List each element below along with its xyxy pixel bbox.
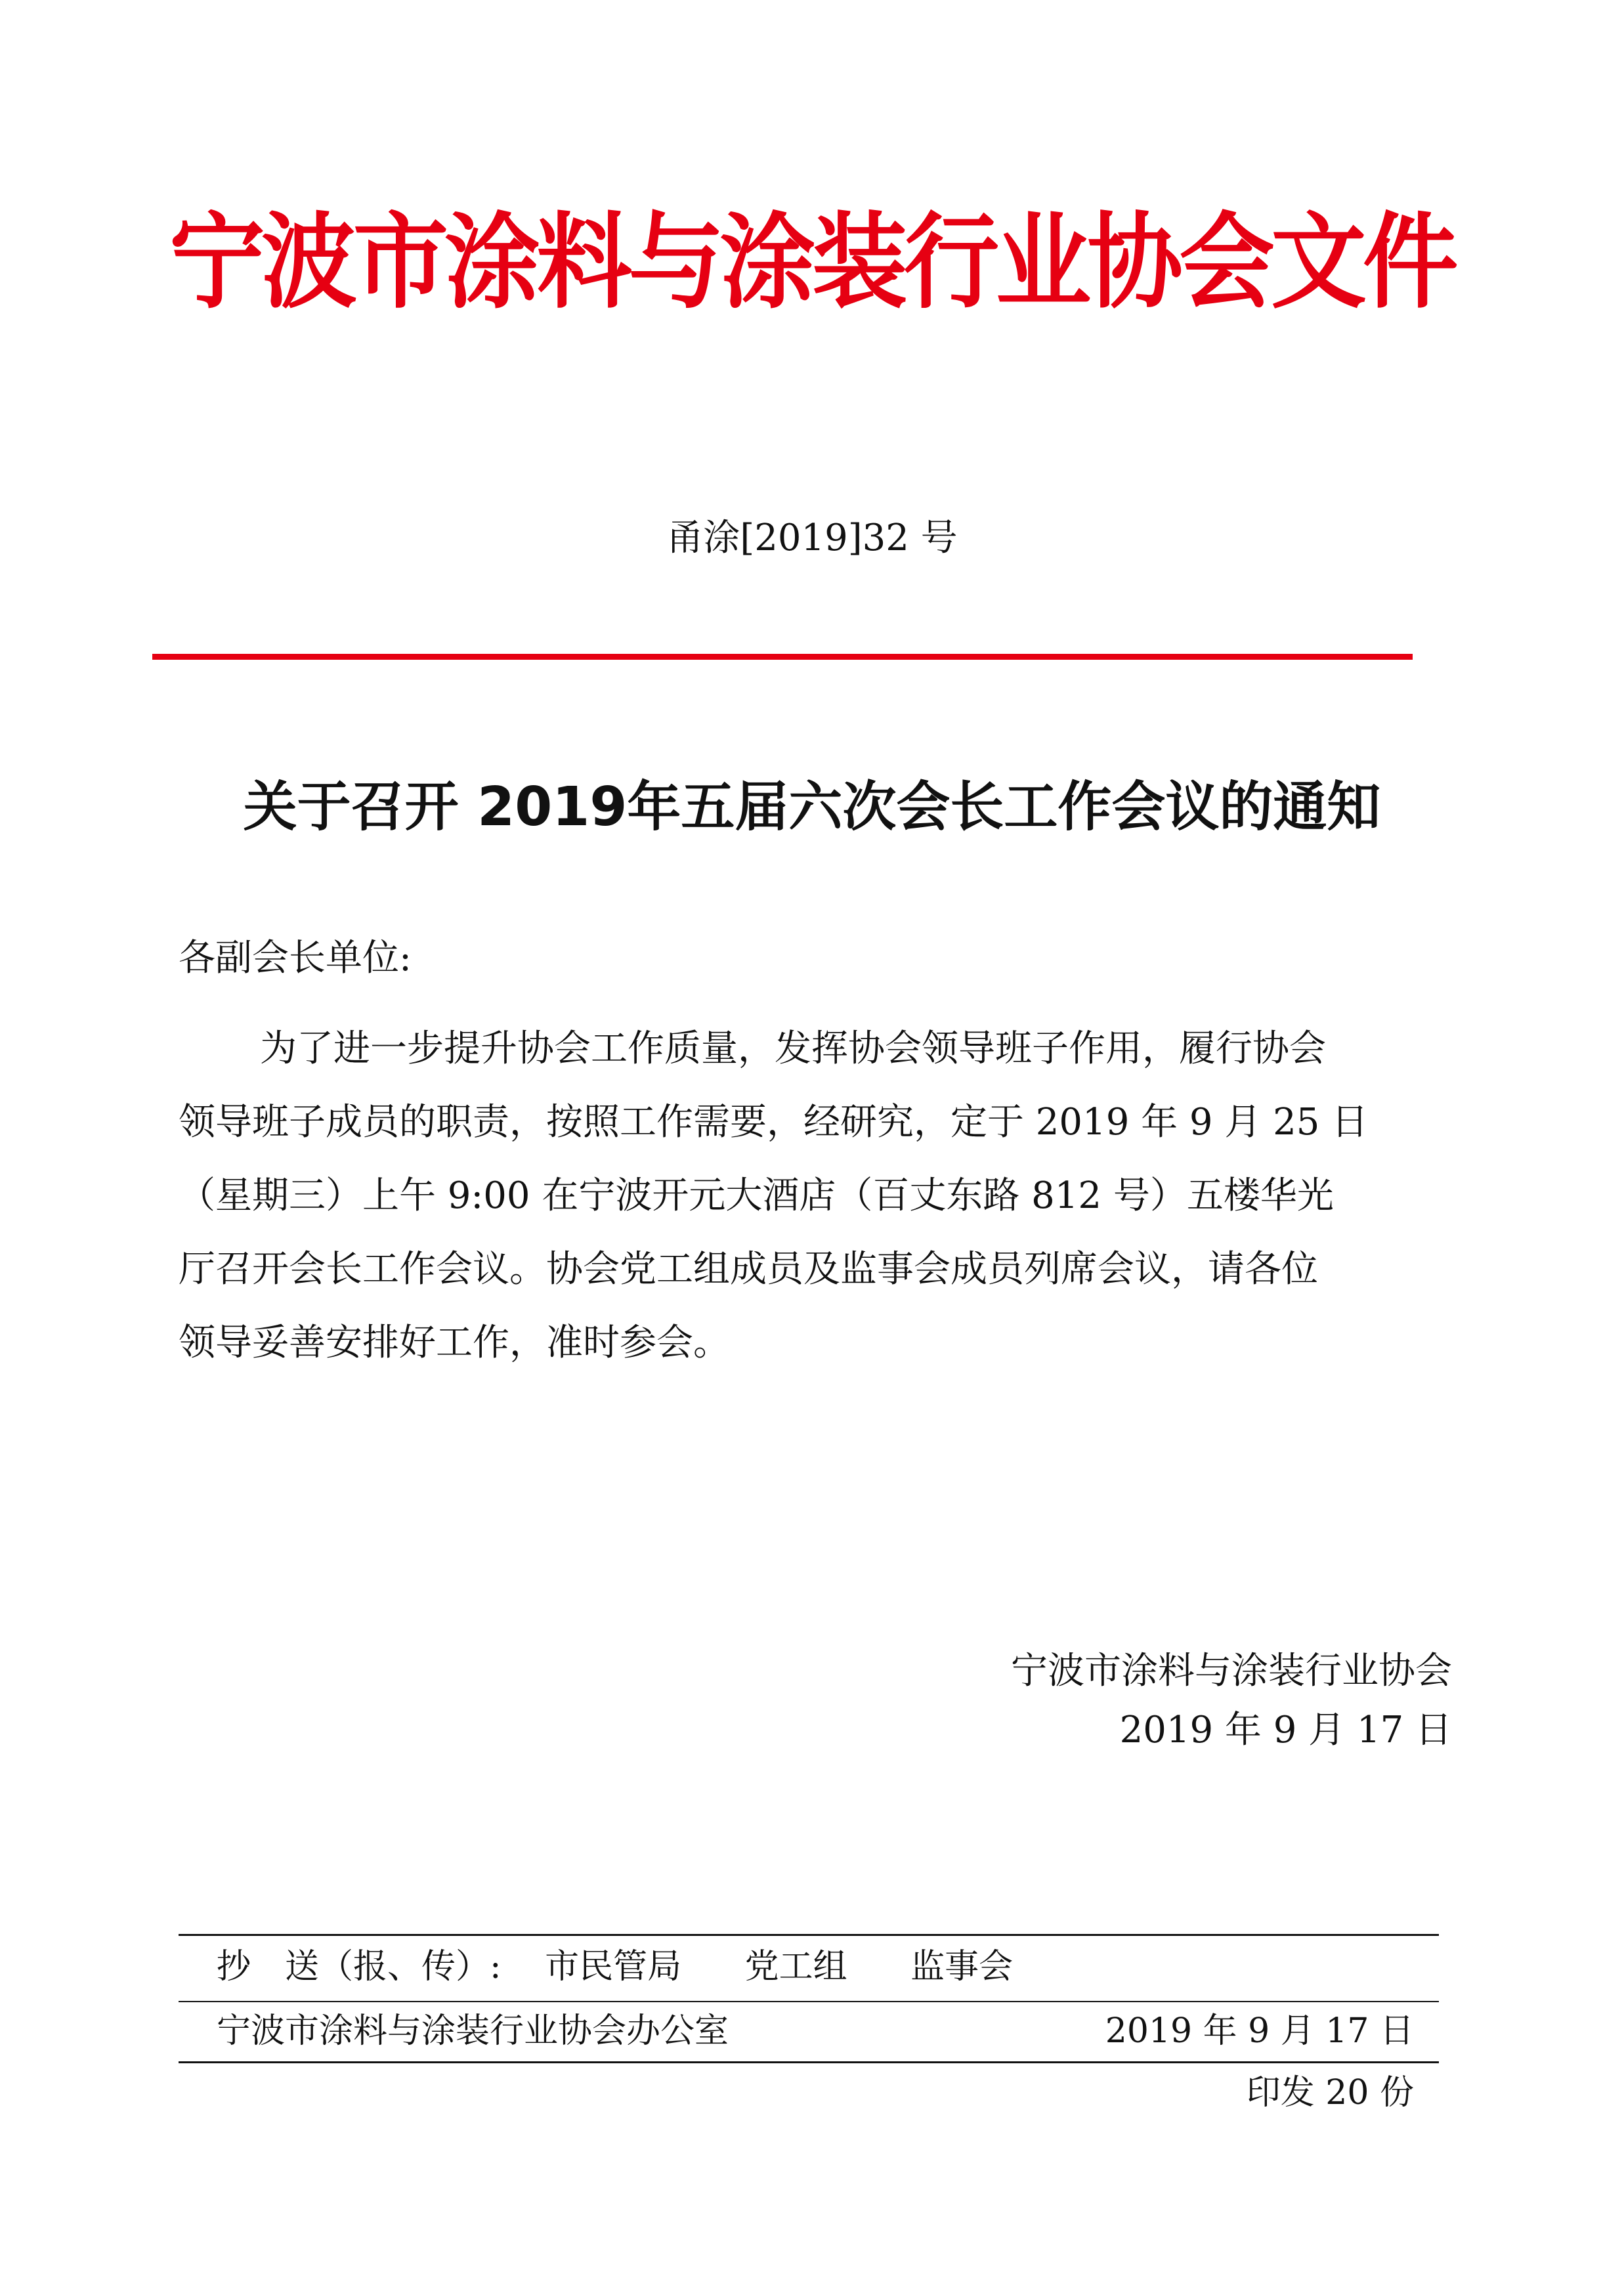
signature-organization: 宁波市涂料与涂装行业协会 — [1011, 1650, 1452, 1692]
cc-recipient: 监事会 — [910, 1947, 1014, 1986]
notice-body — [179, 1012, 1452, 1380]
issue-date: 2019 年 9 月 17 日 — [1105, 2011, 1414, 2051]
print-copies: 印发 20 份 — [1246, 2073, 1414, 2113]
body-line: 领导妥善安排好工作，准时参会。 — [179, 1321, 730, 1364]
footer-middle-rule — [179, 2001, 1439, 2002]
body-line: 领导班子成员的职责，按照工作需要，经研究，定于 2019 年 9 月 25 日 — [179, 1101, 1369, 1144]
cc-label: 抄 送（报、传）: — [217, 1947, 502, 1986]
cc-recipient: 市民管局 — [545, 1947, 682, 1986]
footer-top-rule — [179, 1934, 1439, 1936]
issuing-office: 宁波市涂料与涂装行业协会办公室 — [217, 2011, 729, 2051]
cc-line — [217, 1941, 1013, 1993]
body-line: 为了进一步提升协会工作质量，发挥协会领导班子作用，履行协会 — [260, 1027, 1326, 1070]
red-separator-rule — [152, 654, 1413, 660]
document-masthead: 宁波市涂料与涂装行业协会文件 — [169, 202, 1455, 323]
body-line: 厅召开会长工作会议。协会党工组成员及监事会成员列席会议，请各位 — [179, 1248, 1318, 1291]
footer-bottom-rule — [179, 2061, 1439, 2063]
notice-salutation: 各副会长单位: — [179, 937, 412, 979]
signature-date: 2019 年 9 月 17 日 — [1119, 1709, 1452, 1751]
cc-recipient: 党工组 — [744, 1947, 847, 1986]
body-line: （星期三）上午 9:00 在宁波开元大酒店（百丈东路 812 号）五楼华光 — [179, 1174, 1334, 1217]
notice-title: 关于召开 2019年五届六次会长工作会议的通知 — [243, 776, 1381, 838]
document-number: 甬涂[2019]32 号 — [666, 517, 958, 559]
